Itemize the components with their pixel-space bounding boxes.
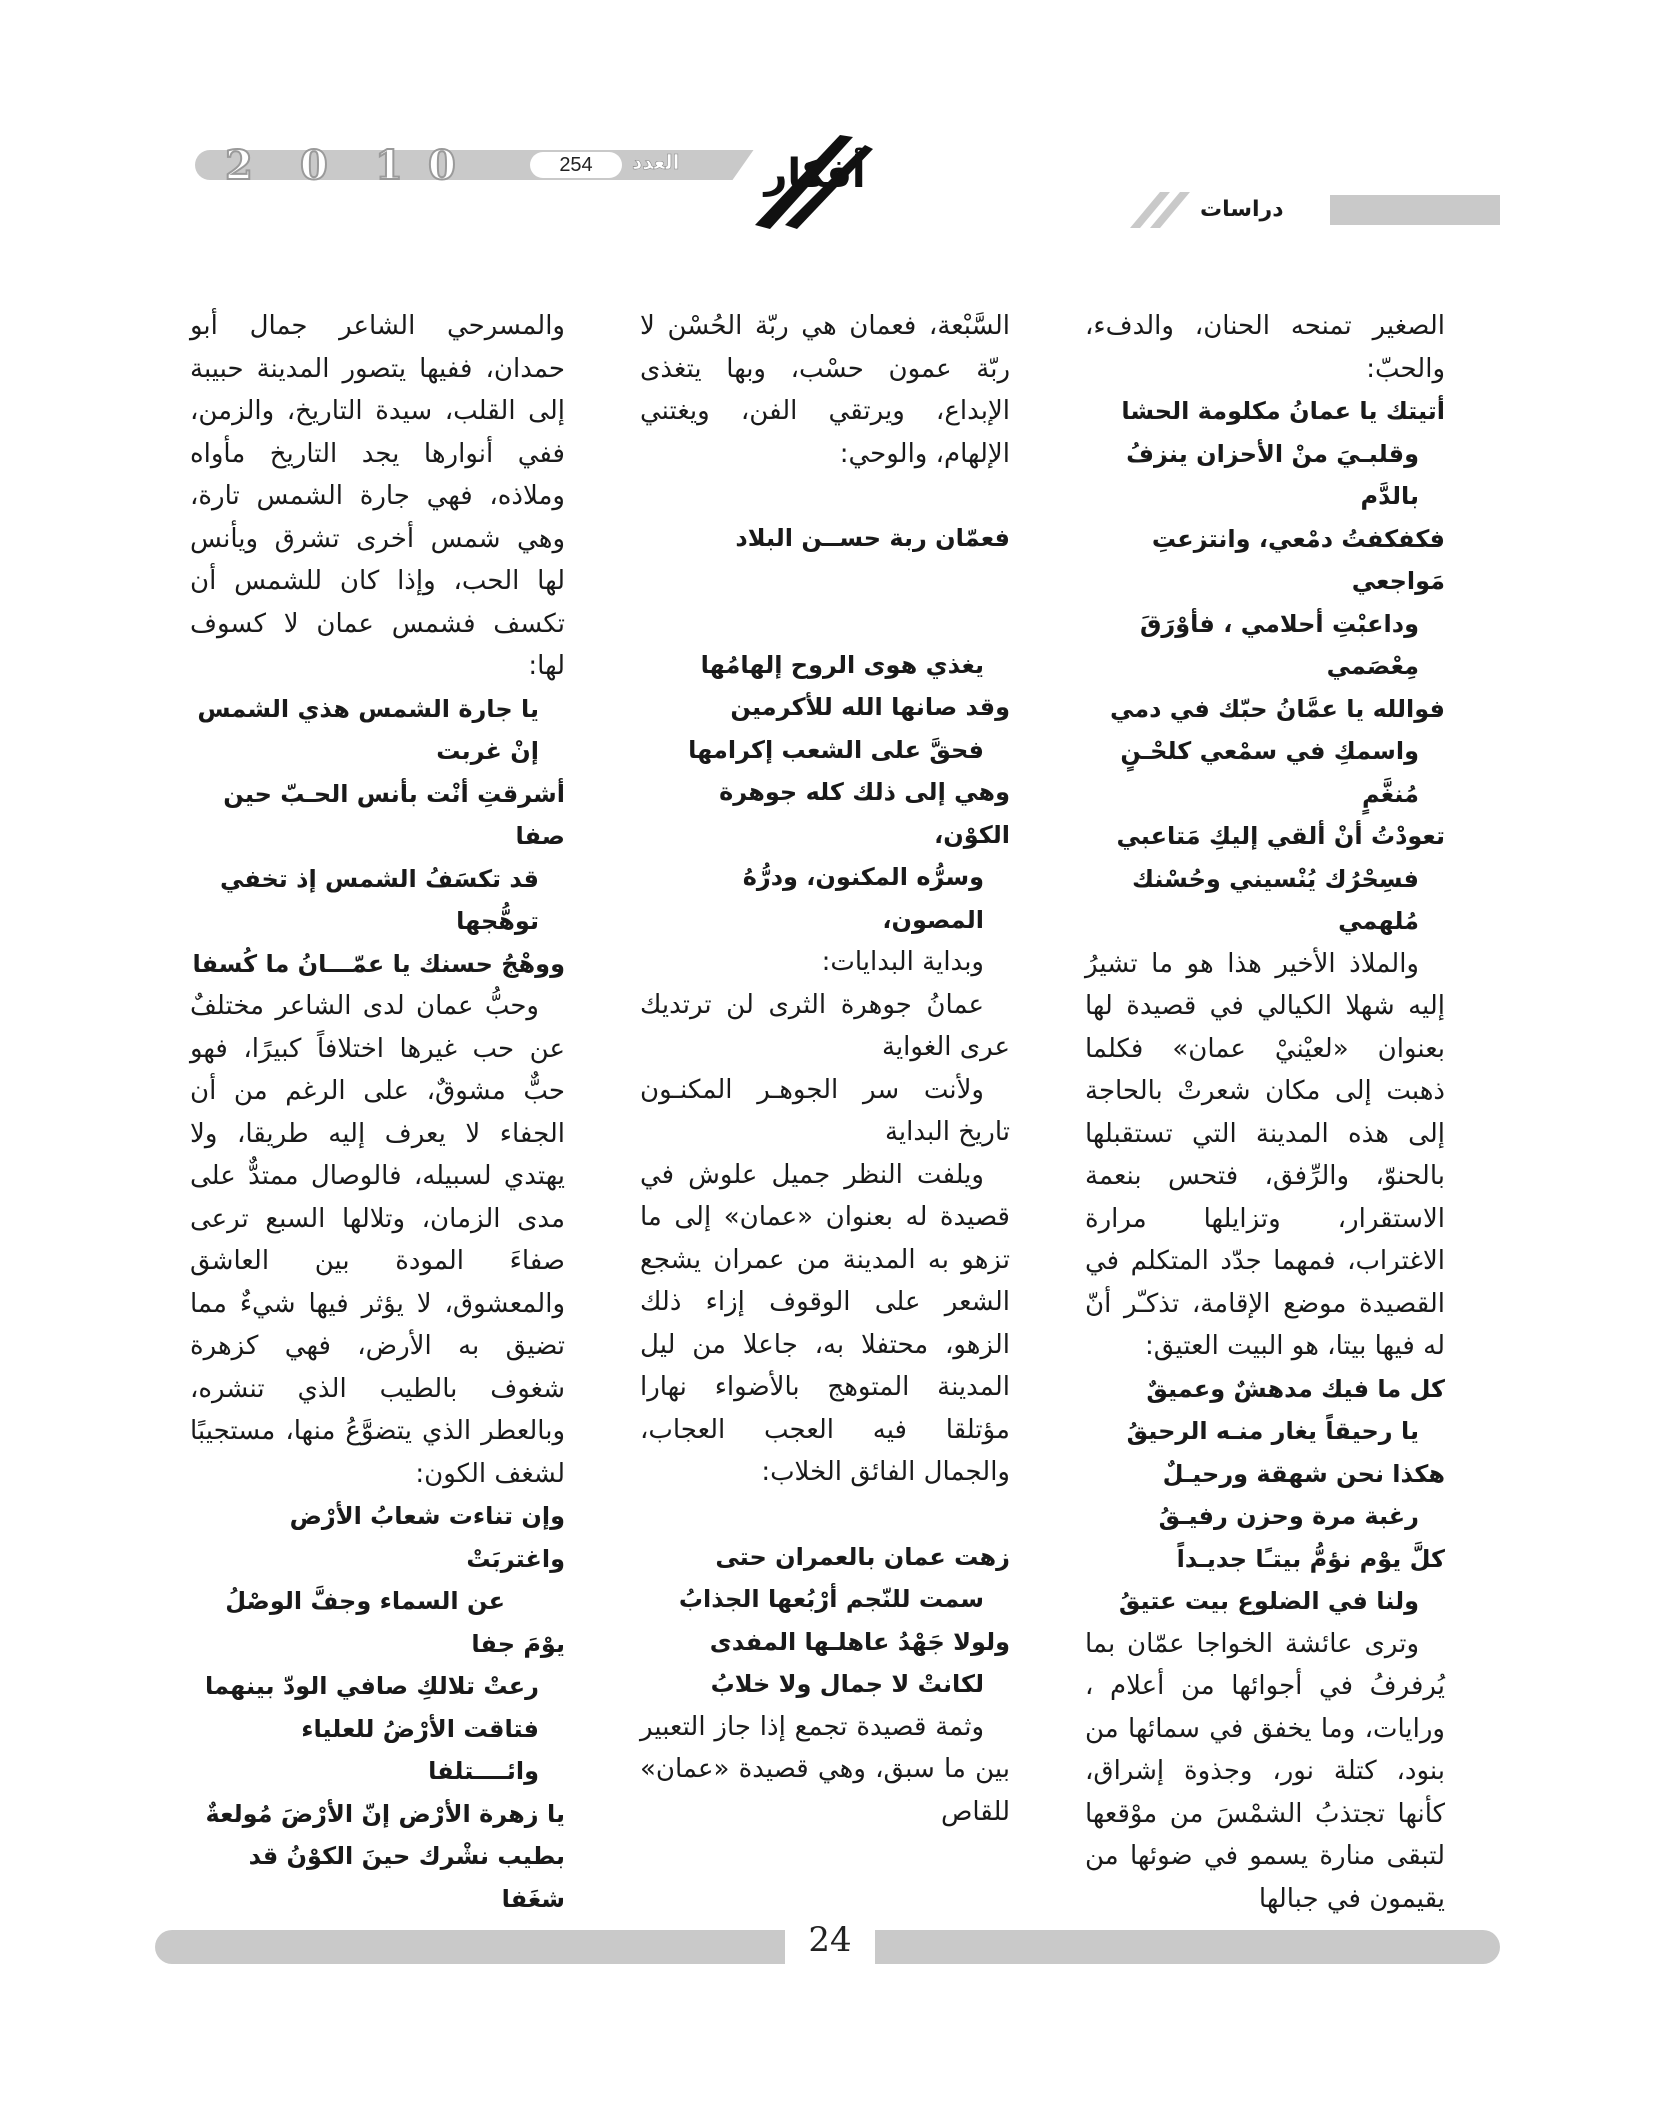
magazine-logo [745,125,885,235]
poem-verse: يا رحيقاً يغار منـه الرحيقُ [1126,1417,1419,1445]
paragraph: الصغير تمنحه الحنان، والدفء، والحبّ: [1085,311,1445,384]
poem-verse: ولولا جَهْدُ عاهلـها المفدى [709,1627,1010,1656]
poem-verse: زهت عمان بالعمران حتى [715,1542,1010,1571]
poem-verse: كل ما فيك مدهشٌ وعميقٌ [1146,1374,1445,1403]
poem-verse: وداعبْتِ أحلامي ، فأوْرَقَ مِعْصَمي [1139,609,1419,680]
logo-text: أفكار [764,151,866,197]
paragraph: عمانُ جوهرة الثرى لن ترتديك عرى الغواية [640,989,1010,1062]
spacer [640,560,1010,602]
poem-verse: سمت للنّجم أرْبُعها الجذابُ [678,1585,984,1613]
poem-verse: تعودْتُ أنْ ألقي إليكِ مَتاعبي [1116,822,1445,850]
spacer [640,1494,1010,1536]
year-digit: 1 [375,142,403,189]
paragraph: وترى عائشة الخواجا عمّان بما يُرفرفُ في أجوائها من أعلام ، ورايات، وما يخفق في سمائها من بنود، كتلة نور، وجذوة إشراق، كأنها تجتذبُ الشمْسَ من موْقعها لتبقى منارة يسمو في ضوئها من يقيمون في جبالها [1085,1628,1445,1914]
poem-verse: وسرُّه المكنون، ودرُّهُ المصون، [742,863,984,934]
paragraph: وثمة قصيدة تجمع إذا جاز التعبير بين ما سبق، وهي قصيدة «عمان» للقاص [640,1711,1010,1827]
paragraph: وحبُّ عمان لدى الشاعر مختلفٌ عن حب غيرها اختلافاً كبيرًا، فهو حبٌّ مشوقٌ، على الرغم من أن الجفاء لا يعرف إليه طريقا، ولا يهتدي لسبيله، فالوصال ممتدٌّ على مدى الزمان، وتلالها السبع ترعى صفاءَ المودة بين العاشق والمعشوق، لا يؤثر فيها شيءٌ مما تضيق به الأرض، فهي كزهرة شغوف بالطيب الذي تنشره، وبالعطر الذي يتضوَّعُ منها، مستجيبًا لشغف الكون: [190,991,565,1489]
poem-verse: واسمكِ في سمْعي كلحْـنٍ مُنغَّمٍ [1120,737,1419,808]
paragraph: السَّبْعة، فعمان هي ربّة الحُسْن لا ربّة عمون حسْب، وبها يتغذى الإبداع، ويرتقي الفن، ويغتني الإلهام، والوحي: [640,311,1010,469]
poem-verse: ووهْجُ حسنك يا عمّـــانُ ما كُسفا [192,949,565,978]
page-number: 24 [808,1920,852,1960]
year-digit: 0 [300,142,328,189]
footer-bar-right [875,1930,1500,1964]
poem-verse: ولنا في الضلوع بيت عتيقُ [1118,1587,1419,1615]
poem-verse: يا جارة الشمس هذي الشمس إنْ غربت [197,694,539,765]
poem-verse: رعتْ تلالكِ صافي الودّ بينهما [205,1672,539,1700]
text-column-right [1085,305,1445,1920]
year-digit: 2 [225,142,253,189]
poem-verse: بطيب نشْرك حينَ الكوْنُ قد شغَفا [248,1842,565,1913]
paragraph: ولأنت سر الجوهـر المكنـون تاريخ البداية [640,1074,1010,1147]
poem-verse: فتاقت الأرْضُ للعلياء وائــــتلفا [301,1714,539,1785]
footer-bar-left [155,1930,785,1964]
poem-verse: قد تكسَفُ الشمس إذ تخفي توهُّجها [219,864,539,935]
header-slash-decoration [1130,192,1190,228]
text-column-middle [640,305,1010,1833]
paragraph: والملاذ الأخير هذا هو ما تشيرُ إليه شهلا الكيالي في قصيدة لها بعنوان «لعيْنيْ عمان» فكلما ذهبت إلى مكان شعرتْ بالحاجة إلى هذه المدينة التي تستقبلها بالحنوّ، والرِّفق، فتحس بنعمة الاستقرار، وتزايلها مرارة الاغتراب، فمهما جدّد المتكلم في القصيدة موضع الإقامة، تذكـّر أنّ له فيها بيتا، هو البيت العتيق: [1085,948,1445,1361]
poem-verse: يا زهرة الأرْض إنّ الأرْضَ مُولعةٌ [205,1799,565,1828]
year-digit: 0 [428,142,456,189]
text-column-left [190,305,565,1920]
poem-verse: لكانتْ لا جمال ولا خلابُ [710,1670,984,1698]
poem-verse: كلَّ يوْم نؤمُّ بيتـًا جديـداً [1176,1544,1445,1573]
poem-verse: فحقَّ على الشعب إكرامها [688,735,984,764]
poem-verse: هكذا نحن شهقة ورحيـلٌ [1162,1459,1445,1488]
issue-label: العدد [632,150,680,174]
poem-verse: أشرقتِ أنْت بأنس الحـبّ حين صفا [223,779,565,850]
poem-verse: يوْمَ جفا [471,1629,565,1658]
section-title: دراسات [1200,197,1284,222]
poem-verse: رغبة مرة وحزن رفيـقُ [1158,1502,1419,1530]
poem-verse: فوالله يا عمَّانُ حبّك في دمي [1109,694,1445,723]
poem-verse: فسِحْرُك يُنْسيني وحُسْنك مُلهمي [1132,864,1419,935]
poem-verse: فعمّان ربة حســن البلاد [735,524,1010,552]
spacer [640,475,1010,517]
poem-verse: وقلبـيَ منْ الأحزان ينزفُ بالدَّم [1126,439,1419,510]
poem-verse: يغذي هوى الروح إلهامُها [700,650,984,679]
poem-verse: وإن تناءت شعابُ الأرْض واغتربَتْ [289,1502,565,1573]
poem-verse: فكفكفتُ دمْعي، وانتزعتِ مَواجعي [1151,524,1445,595]
poem-verse: عن السماء وجفَّ الوصْلُ [225,1587,505,1615]
paragraph: والمسرحي الشاعر جمال أبو حمدان، ففيها يتصور المدينة حبيبة إلى القلب، سيدة التاريخ، والزمن، ففي أنوارها يجد التاريخ مأواه وملاذه، فهي جارة الشمس تارة، وهي شمس أخرى تشرق ويأنس لها الحب، وإذا كان للشمس أن تكسف فشمس عمان لا كسوف لها: [190,311,565,681]
spacer [640,602,1010,644]
paragraph: ويلفت النظر جميل علوش في قصيدة له بعنوان «عمان» إلى ما تزهو به المدينة من عمران يشجع الشعر على الوقوف إزاء ذلك الزهو، محتفلا به، جاعلا من ليل المدينة المتوهج بالأضواء نهارا مؤتلقا فيه العجب العجاب، والجمال الفائق الخلاب: [640,1159,1010,1487]
poem-verse: وهي إلى ذلك كله جوهرة الكوْن، [719,778,1010,849]
poem-verse: أتيتك يا عمانُ مكلومة الحشا [1121,397,1445,425]
issue-number: 254 [530,152,622,178]
poem-verse: وقد صانها الله للأكرمين [730,693,1010,721]
paragraph: وبداية البدايات: [821,947,984,977]
